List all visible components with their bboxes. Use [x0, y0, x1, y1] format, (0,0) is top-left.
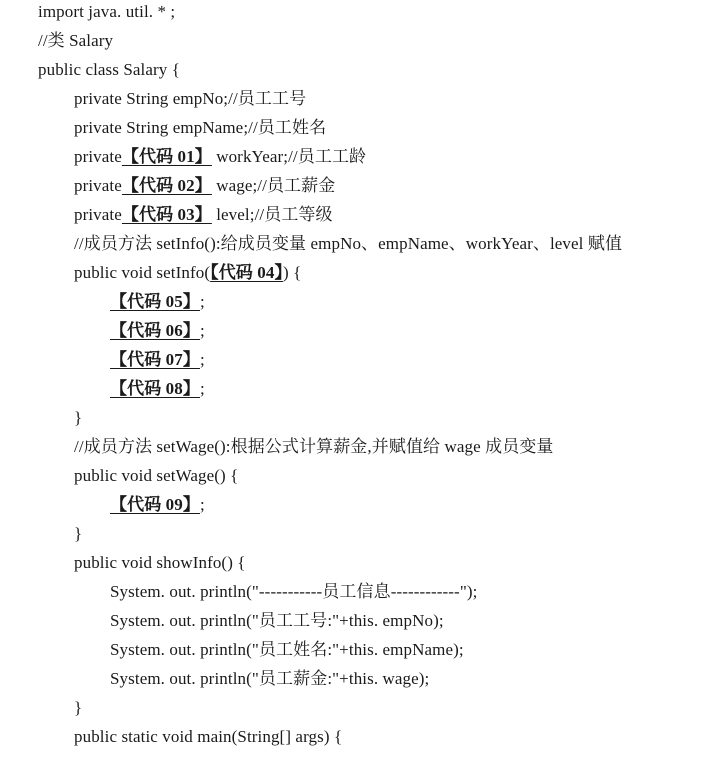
blank-code-03: 【代码 03】 — [121, 205, 212, 224]
code-line: System. out. println("员工姓名:"+this. empName); — [110, 640, 464, 659]
code-line: } — [74, 698, 83, 717]
code-line: private【代码 01】 workYear;//员工工龄 — [74, 147, 367, 166]
code-line: 【代码 07】; — [110, 350, 205, 369]
code-line: //成员方法 setWage():根据公式计算薪金,并赋值给 wage 成员变量 — [74, 437, 554, 456]
code-line: //成员方法 setInfo():给成员变量 empNo、empName、workYear、level 赋值 — [74, 234, 623, 253]
blank-code-02: 【代码 02】 — [121, 176, 212, 195]
code-line: System. out. println("员工工号:"+this. empNo); — [110, 611, 444, 630]
code-line: public void setInfo(【代码 04】) { — [74, 263, 302, 282]
blank-code-01: 【代码 01】 — [121, 147, 212, 166]
code-line: public class Salary { — [38, 60, 180, 79]
code-line: 【代码 06】; — [110, 321, 205, 340]
code-line: public void showInfo() { — [74, 553, 246, 572]
code-line: } — [74, 408, 83, 427]
code-line: //类 Salary — [38, 31, 114, 50]
blank-code-04: 【代码 04】 — [210, 263, 284, 282]
code-line: 【代码 09】; — [110, 495, 205, 514]
code-line: private String empNo;//员工工号 — [74, 89, 307, 108]
code-line: private String empName;//员工姓名 — [74, 118, 327, 137]
blank-code-08: 【代码 08】 — [110, 379, 200, 398]
blank-code-07: 【代码 07】 — [110, 350, 200, 369]
code-line: System. out. println("-----------员工信息------------"); — [110, 582, 478, 601]
code-line: 【代码 05】; — [110, 292, 205, 311]
code-line: System. out. println("员工薪金:"+this. wage); — [110, 669, 430, 688]
code-line: 【代码 08】; — [110, 379, 205, 398]
code-line: public void setWage() { — [74, 466, 239, 485]
blank-code-09: 【代码 09】 — [110, 495, 200, 514]
blank-code-05: 【代码 05】 — [110, 292, 200, 311]
code-line: } — [74, 524, 83, 543]
code-line: private【代码 03】 level;//员工等级 — [74, 205, 333, 224]
code-line: public static void main(String[] args) { — [74, 727, 343, 746]
code-line: import java. util. * ; — [38, 2, 176, 21]
blank-code-06: 【代码 06】 — [110, 321, 200, 340]
code-line: private【代码 02】 wage;//员工薪金 — [74, 176, 336, 195]
